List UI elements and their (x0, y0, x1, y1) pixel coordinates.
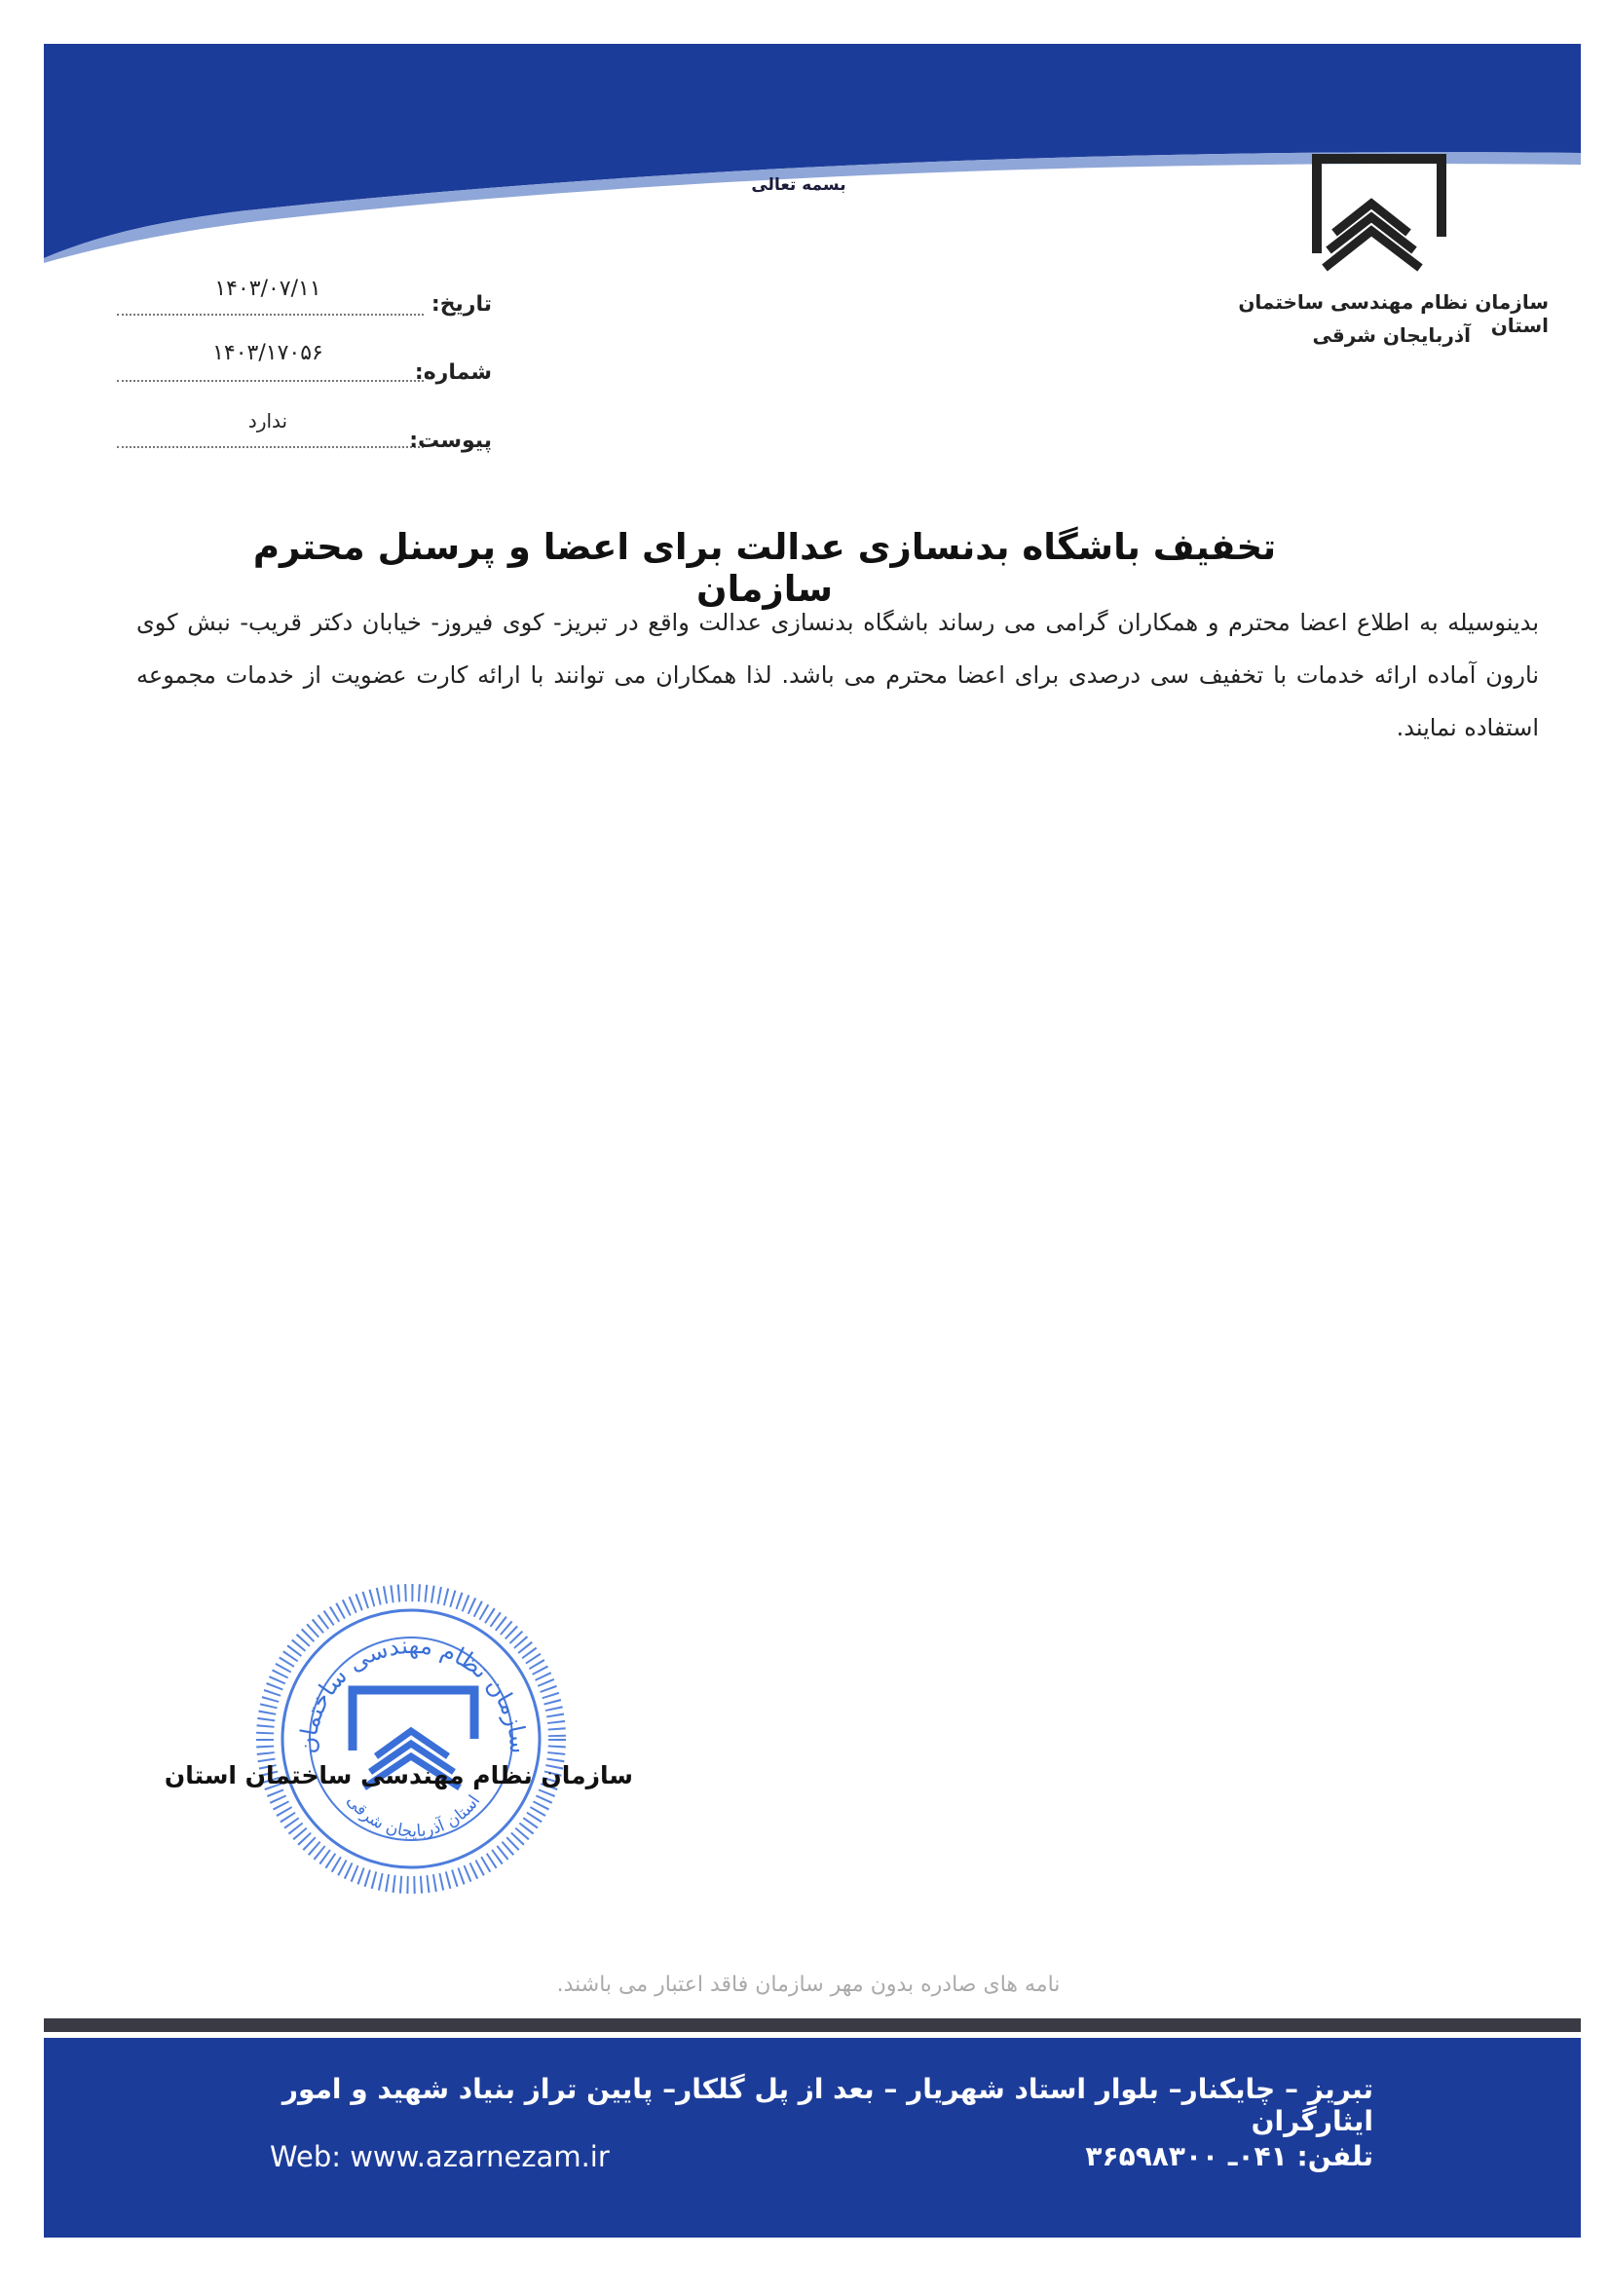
footer-address: تبریز – چایکنار– بلوار استاد شهریار – بعد از پل گلکار– پایین تراز بنیاد شهید و امور ایثارگران (281, 2073, 1373, 2137)
letter-title: تخفیف باشگاه بدنسازی عدالت برای اعضا و پرسنل محترم سازمان (252, 526, 1277, 610)
letter-body: بدینوسیله به اطلاع اعضا محترم و همکاران گرامی می رساند باشگاه بدنسازی عدالت واقع در تبریز- کوی فیروز- خیابان دکتر قریب- نبش کوی نارون آماده ارائه خدمات با تخفیف سی درصدی برای اعضا محترم می باشد. لذا همکاران می توانند با ارائه کارت عضویت از خدمات مجموعه استفاده نمایند. (136, 609, 1539, 741)
org-province: آذربایجان شرقی (1312, 323, 1471, 347)
basmala: بسمه تعالی (751, 175, 846, 195)
signature: سازمان نظام مهندسی ساختمان استان (164, 1761, 633, 1789)
date-line (117, 314, 424, 316)
phone-number: ۰۴۱ـ ۳۶۵۹۸۳۰۰ (1085, 2140, 1288, 2172)
attachment-label: پیوست: (409, 429, 492, 453)
svg-text:استان آذربایجان شرقی (343, 1791, 485, 1841)
org-name: سازمان نظام مهندسی ساختمان استان (1238, 290, 1549, 337)
phone-label: تلفن: (1296, 2140, 1373, 2172)
attachment-value: ندارد (247, 409, 288, 433)
date-value: ۱۴۰۳/۰۷/۱۱ (214, 277, 321, 301)
footer-website: Web: www.azarnezam.ir (270, 2140, 610, 2173)
number-label: شماره: (414, 360, 492, 385)
stamp-top-text: سازمان نظام مهندسی ساختمان (293, 1631, 533, 1754)
number-value: ۱۴۰۳/۱۷۰۵۶ (212, 341, 323, 365)
date-label: تاریخ: (431, 292, 492, 317)
number-line (117, 380, 424, 382)
org-seal-icon (255, 1583, 567, 1895)
attachment-line (117, 446, 424, 448)
footer-rule (44, 2018, 1581, 2032)
house-roof-logo-icon (1305, 151, 1451, 278)
disclaimer: نامه های صادره بدون مهر سازمان فاقد اعتبار می باشند. (556, 1973, 1061, 1997)
stamp-bottom-text: استان آذربایجان شرقی (342, 1791, 485, 1842)
footer-phone (984, 2140, 1373, 2172)
footer-band (44, 2038, 1581, 2238)
